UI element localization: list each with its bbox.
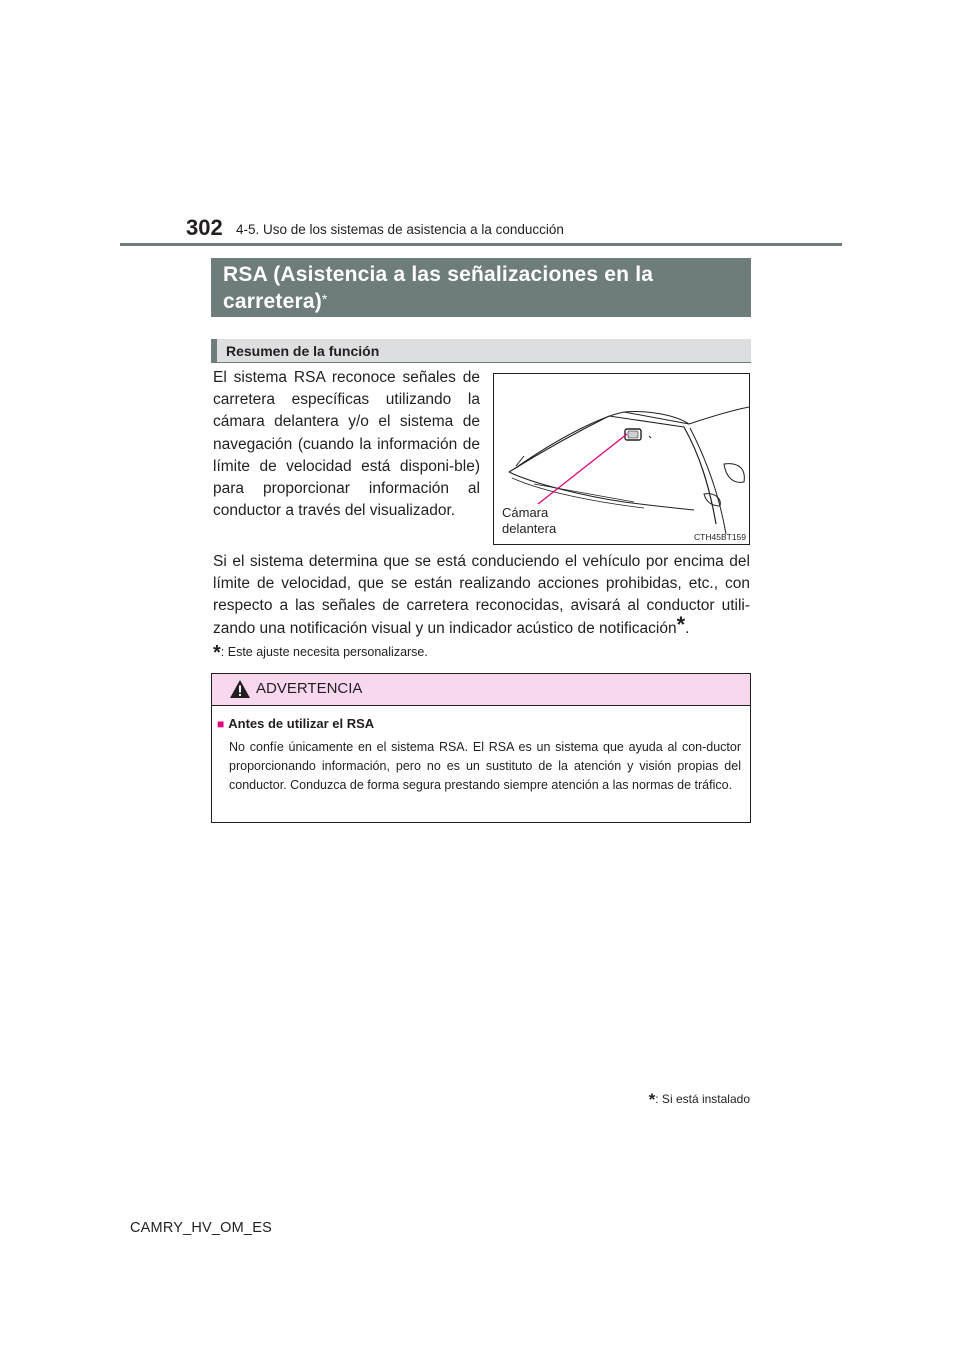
- warning-header: [212, 674, 750, 706]
- figure-label: Cámara delantera: [502, 505, 557, 536]
- body-text: Si el sistema determina que se está conduciendo el vehículo por encima del límite de velocidad, que se están realizando acciones prohibidas, etc., con respecto a las señales de carretera reconocidas, avisará al conductor utili-zando una notificación visual y un indicador acústico de notificación: [213, 553, 750, 637]
- body-marker: *: [676, 611, 686, 637]
- warning-item-marker: ■: [217, 717, 225, 731]
- subsection-title: Resumen de la función: [226, 343, 380, 359]
- header-rule: [120, 243, 842, 246]
- page-number: 302: [186, 215, 223, 240]
- document-code: CAMRY_HV_OM_ES: [130, 1220, 272, 1236]
- section-title-marker: *: [321, 291, 328, 307]
- bottom-note: [649, 1088, 750, 1108]
- camera-figure: [493, 373, 750, 545]
- warning-item-title-text: Antes de utilizar el RSA: [228, 716, 375, 731]
- warning-item-title: [217, 716, 374, 731]
- running-header: 4-5. Uso de los sistemas de asistencia a la conducción: [236, 222, 564, 237]
- bottom-note-marker: *: [648, 1090, 656, 1109]
- subsection-bar: [211, 339, 217, 362]
- subsection-header: [211, 339, 751, 363]
- body-end: .: [685, 619, 690, 637]
- figure-code: CTH45BT159: [694, 532, 746, 542]
- warning-item-text: No confíe únicamente en el sistema RSA. El RSA es un sistema que ayuda al con-ductor proporcionando información, pero no es un sustituto de la atención y visión propias del conductor. Conduzca de forma segura prestando siempre atención a las normas de tráfico.: [229, 740, 741, 792]
- warning-title: ADVERTENCIA: [256, 680, 363, 697]
- warning-triangle-icon: [229, 679, 251, 699]
- footnote: [213, 639, 428, 662]
- section-title: [211, 258, 751, 317]
- section-title-text: RSA (Asistencia a las señalizaciones en la carretera): [223, 263, 654, 313]
- footnote-text: : Este ajuste necesita personalizarse.: [220, 645, 428, 659]
- warning-box: [211, 673, 751, 823]
- body-paragraph: [213, 551, 750, 640]
- footnote-marker: *: [213, 642, 221, 664]
- intro-paragraph: El sistema RSA reconoce señales de carretera específicas utilizando la cámara delantera y/o el sistema de navegación (cuando la información de límite de velocidad está disponi-ble) para proporcionar información al conductor a través del visualizador.: [213, 369, 480, 520]
- bottom-note-text: : Si está instalado: [655, 1092, 750, 1106]
